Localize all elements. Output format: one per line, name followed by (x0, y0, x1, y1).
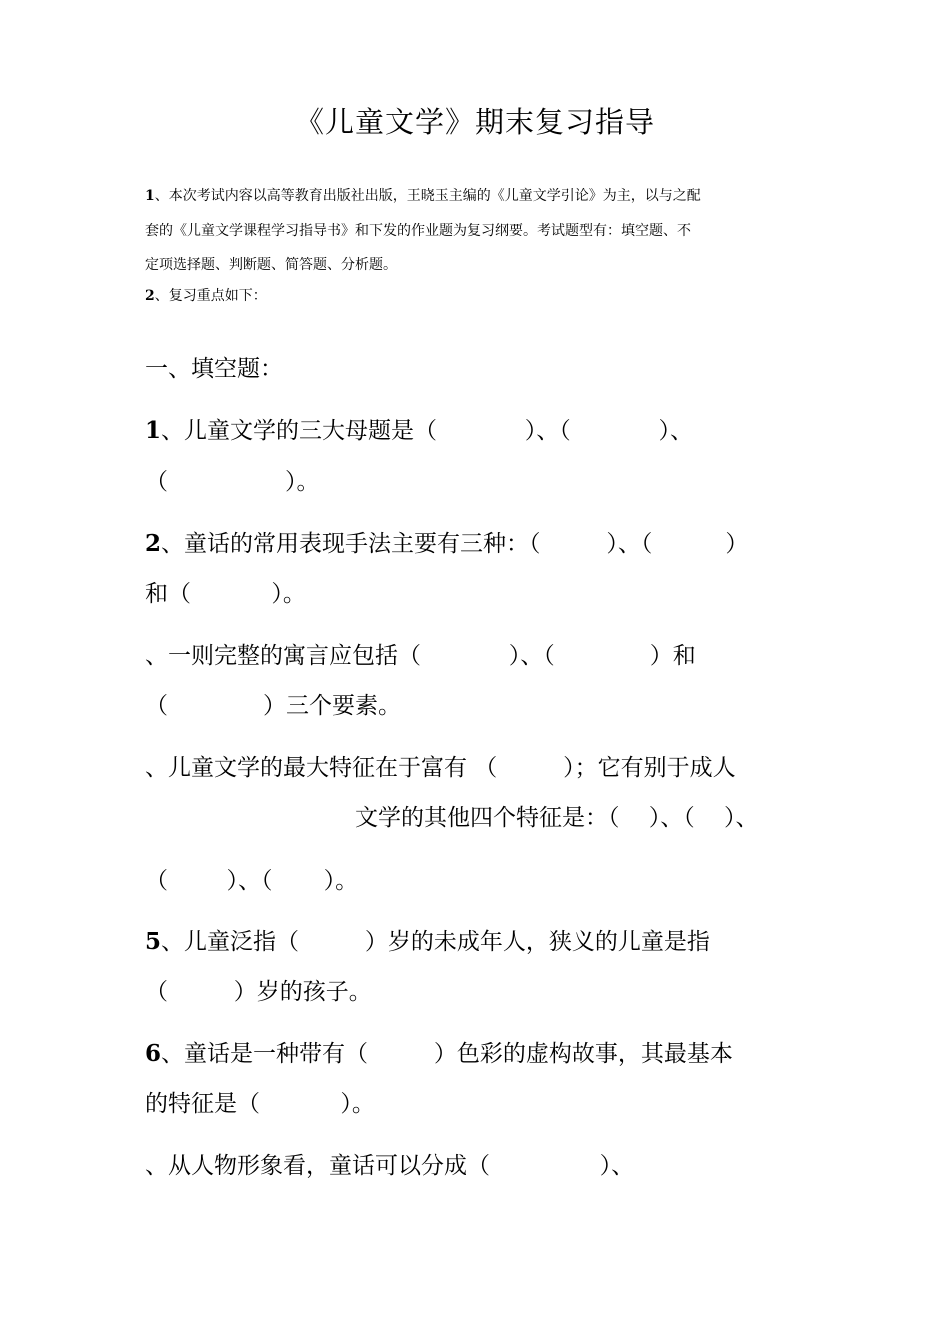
question-number: 2 (145, 530, 162, 557)
question-1-line-1 (145, 414, 825, 448)
intro-paragraph-1-line-1 (145, 186, 825, 206)
question-4-line-3: （ ）、（ ）。 (145, 868, 359, 894)
question-6-line-2: 的特征是（ ）。 (145, 1091, 375, 1117)
question-7-line-1: 、从人物形象看，童话可以分成（ ）、 (145, 1153, 635, 1179)
intro-text: 、本次考试内容以高等教育出版社出版，王晓玉主编的《儿童文学引论》为主，以与之配 (154, 188, 701, 204)
intro-text: 、复习重点如下： (154, 288, 267, 304)
intro-item-number: 1 (145, 188, 155, 204)
question-text: 、童话是一种带有（ ）色彩的虚构故事，其最基本 (161, 1041, 733, 1067)
document-title: 《儿童文学》期末复习指导 (294, 105, 655, 139)
section-heading: 一、填空题： (145, 356, 283, 382)
question-4-line-1: 、儿童文学的最大特征在于富有 （ ）；它有别于成人 (145, 755, 736, 781)
question-6-line-1 (145, 1037, 825, 1071)
intro-item-number: 2 (145, 288, 155, 304)
intro-paragraph-1-line-2: 套的《儿童文学课程学习指导书》和下发的作业题为复习纲要。考试题型有：填空题、不 (145, 223, 691, 239)
question-1-line-2: （ ）。 (145, 469, 320, 495)
question-4-line-2: 文学的其他四个特征是：（ ）、（ ）、 (355, 805, 759, 831)
question-3-line-2: （ ）三个要素。 (145, 693, 402, 719)
question-text: 、儿童文学的三大母题是（ ）、（ ）、 (161, 418, 693, 444)
question-text: 、儿童泛指（ ）岁的未成年人，狭义的儿童是指 (161, 929, 710, 955)
question-3-line-1: 、一则完整的寓言应包括（ ）、（ ）和 (145, 643, 696, 669)
question-5-line-1 (145, 925, 825, 959)
question-5-line-2: （ ）岁的孩子。 (145, 979, 372, 1005)
question-text: 、童话的常用表现手法主要有三种：（ ）、（ ） (161, 531, 749, 557)
intro-paragraph-1-line-3: 定项选择题、判断题、简答题、分析题。 (145, 257, 397, 273)
question-2-line-1 (145, 527, 825, 561)
question-number: 1 (145, 417, 162, 444)
intro-paragraph-2 (145, 286, 825, 306)
question-number: 6 (145, 1040, 162, 1067)
question-number: 5 (145, 928, 162, 955)
question-2-line-2: 和（ ）。 (145, 581, 306, 607)
